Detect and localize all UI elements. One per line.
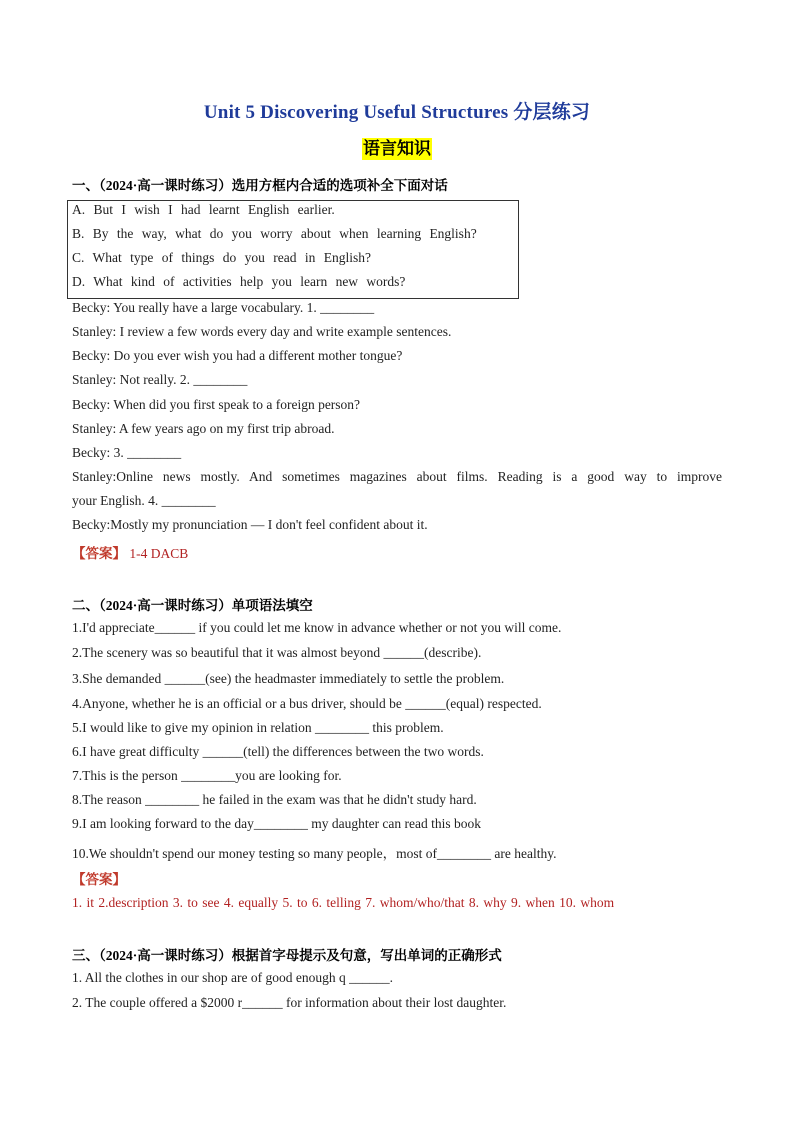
dialogue-line: Becky: 3. ________ [72, 445, 182, 460]
dialogue-line: Becky: When did you first speak to a foreign person? [72, 397, 361, 412]
option-c: C. What type of things do you read in English? [72, 250, 371, 265]
section1-answer [72, 542, 188, 562]
grammar-item: 9.I am looking forward to the day________ my daughter can read this book [72, 816, 482, 831]
dialogue-line: Stanley: Not really. 2. ________ [72, 372, 248, 387]
page-title: Unit 5 Discovering Useful Structures 分层练习 [203, 102, 591, 123]
section-subtitle: 语言知识 [363, 139, 431, 158]
dialogue-line: Becky: You really have a large vocabulary. 1. ________ [72, 300, 375, 315]
answer-text: 1-4 DACB [129, 546, 189, 561]
section2-answer-text: 1. it 2.description 3. to see 4. equally 5. to 6. telling 7. whom/who/that 8. why 9. when 10. whom [72, 895, 615, 910]
grammar-item: 6.I have great difficulty ______(tell) the differences between the two words. [72, 744, 484, 759]
grammar-item: 4.Anyone, whether he is an official or a bus driver, should be ______(equal) respected. [72, 696, 542, 711]
dialogue-line: Stanley:Online news mostly. And sometimes magazines about films. Reading is a good way to improve [72, 469, 722, 484]
word-item: 1. All the clothes in our shop are of good enough q ______. [72, 970, 393, 985]
dialogue-line: your English. 4. ________ [72, 493, 216, 508]
word-item: 2. The couple offered a $2000 r______ for information about their lost daughter. [72, 995, 507, 1010]
section2-heading: 二、（2024·高一课时练习）单项语法填空 [72, 598, 313, 613]
option-d: D. What kind of activities help you learn new words? [72, 274, 406, 289]
grammar-item: 3.She demanded ______(see) the headmaster immediately to settle the problem. [72, 671, 505, 686]
option-b: B. By the way, what do you worry about when learning English? [72, 226, 477, 241]
dialogue-line: Becky: Do you ever wish you had a different mother tongue? [72, 348, 403, 363]
subtitle-wrap [0, 138, 794, 160]
grammar-item: 8.The reason ________ he failed in the exam was that he didn't study hard. [72, 792, 477, 807]
dialogue-line: Stanley: I review a few words every day and write example sentences. [72, 324, 452, 339]
grammar-item: 2.The scenery was so beautiful that it was almost beyond ______(describe). [72, 645, 482, 660]
dialogue-line: Stanley: A few years ago on my first trip abroad. [72, 421, 335, 436]
grammar-item: 7.This is the person ________you are looking for. [72, 768, 342, 783]
option-a: A. But I wish I had learnt English earlier. [72, 202, 335, 217]
section2-answer-label-row [72, 868, 126, 888]
dialogue-line: Becky:Mostly my pronunciation — I don't feel confident about it. [72, 517, 428, 532]
grammar-item: 10.We shouldn't spend our money testing so many people，most of________ are healthy. [72, 846, 557, 861]
answer-label: 【答案】 [72, 872, 126, 887]
grammar-item: 1.I'd appreciate______ if you could let me know in advance whether or not you will come. [72, 620, 562, 635]
answer-label: 【答案】 [72, 546, 126, 561]
section3-heading: 三、（2024·高一课时练习）根据首字母提示及句意，写出单词的正确形式 [72, 948, 502, 963]
grammar-item: 5.I would like to give my opinion in relation ________ this problem. [72, 720, 444, 735]
section1-heading: 一、（2024·高一课时练习）选用方框内合适的选项补全下面对话 [72, 178, 448, 193]
